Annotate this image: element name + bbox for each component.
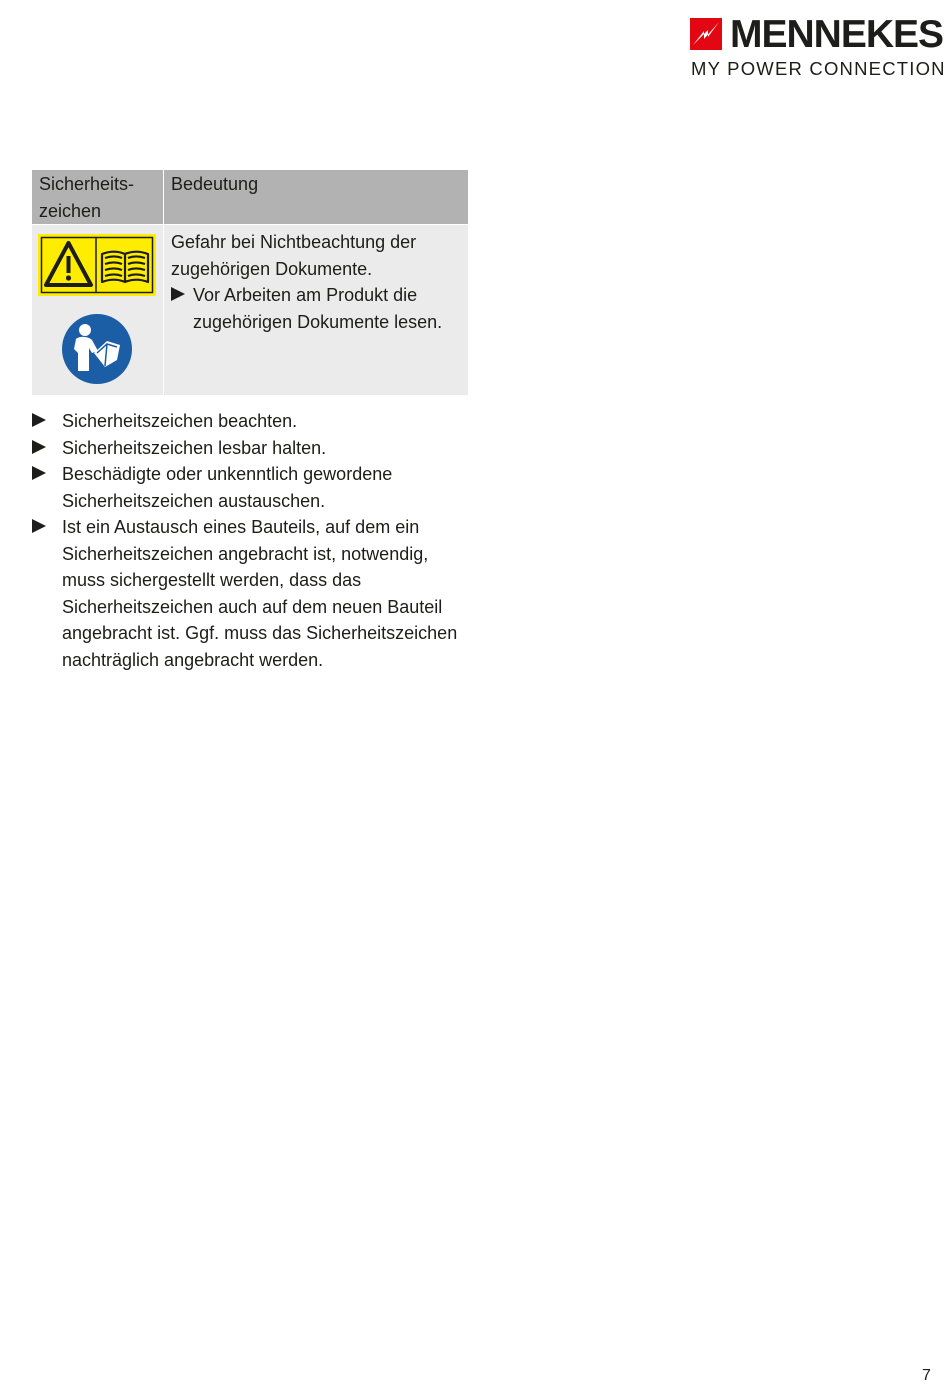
list-item [32, 408, 472, 435]
step-text: Beschädigte oder unkenntlich gewordene Sicherheitszeichen austauschen. [62, 464, 393, 511]
list-item [32, 435, 472, 462]
triangle-bullet-icon [32, 514, 62, 673]
header-meaning: Bedeutung [164, 170, 469, 225]
logo-tagline: MY POWER CONNECTION [691, 58, 946, 79]
meaning-cell [164, 225, 469, 396]
safety-signs-table [32, 170, 468, 395]
instruction-text: Vor Arbeiten am Produkt die zugehörigen Dokumente lesen. [193, 285, 443, 332]
list-item [32, 514, 472, 673]
logo-brand: MENNEKES [730, 13, 944, 56]
table-header-row [32, 170, 468, 225]
step-text: Ist ein Austausch eines Bauteils, auf dem ein Sicherheitszeichen angebracht ist, notwendig, muss sichergestellt werden, dass das Sicherheitszeichen auch auf dem neuen Bauteil angebracht ist. Ggf. muss das Sicherheitszeichen nachträglich angebracht werden. [62, 517, 458, 670]
mennekes-logo [690, 13, 946, 80]
triangle-bullet-icon [32, 435, 62, 462]
header-sign: Sicherheits- zeichen [32, 170, 164, 225]
page-number: 7 [922, 1367, 931, 1384]
action-list [32, 408, 472, 673]
triangle-bullet-icon [32, 461, 62, 514]
lightning-bolt-icon [690, 18, 722, 50]
triangle-bullet-icon [171, 282, 193, 335]
step-text: Sicherheitszeichen beachten. [62, 411, 298, 431]
step-text: Sicherheitszeichen lesbar halten. [62, 437, 327, 458]
symbol-cell [32, 225, 164, 396]
read-instructions-icon [61, 313, 133, 385]
table-row [32, 225, 468, 396]
list-item [32, 461, 472, 514]
triangle-bullet-icon [32, 408, 62, 435]
instruction-step [171, 282, 461, 335]
meaning-text: Gefahr bei Nichtbeachtung der zugehörigen Dokumente. [171, 232, 417, 279]
warning-label [38, 234, 156, 296]
